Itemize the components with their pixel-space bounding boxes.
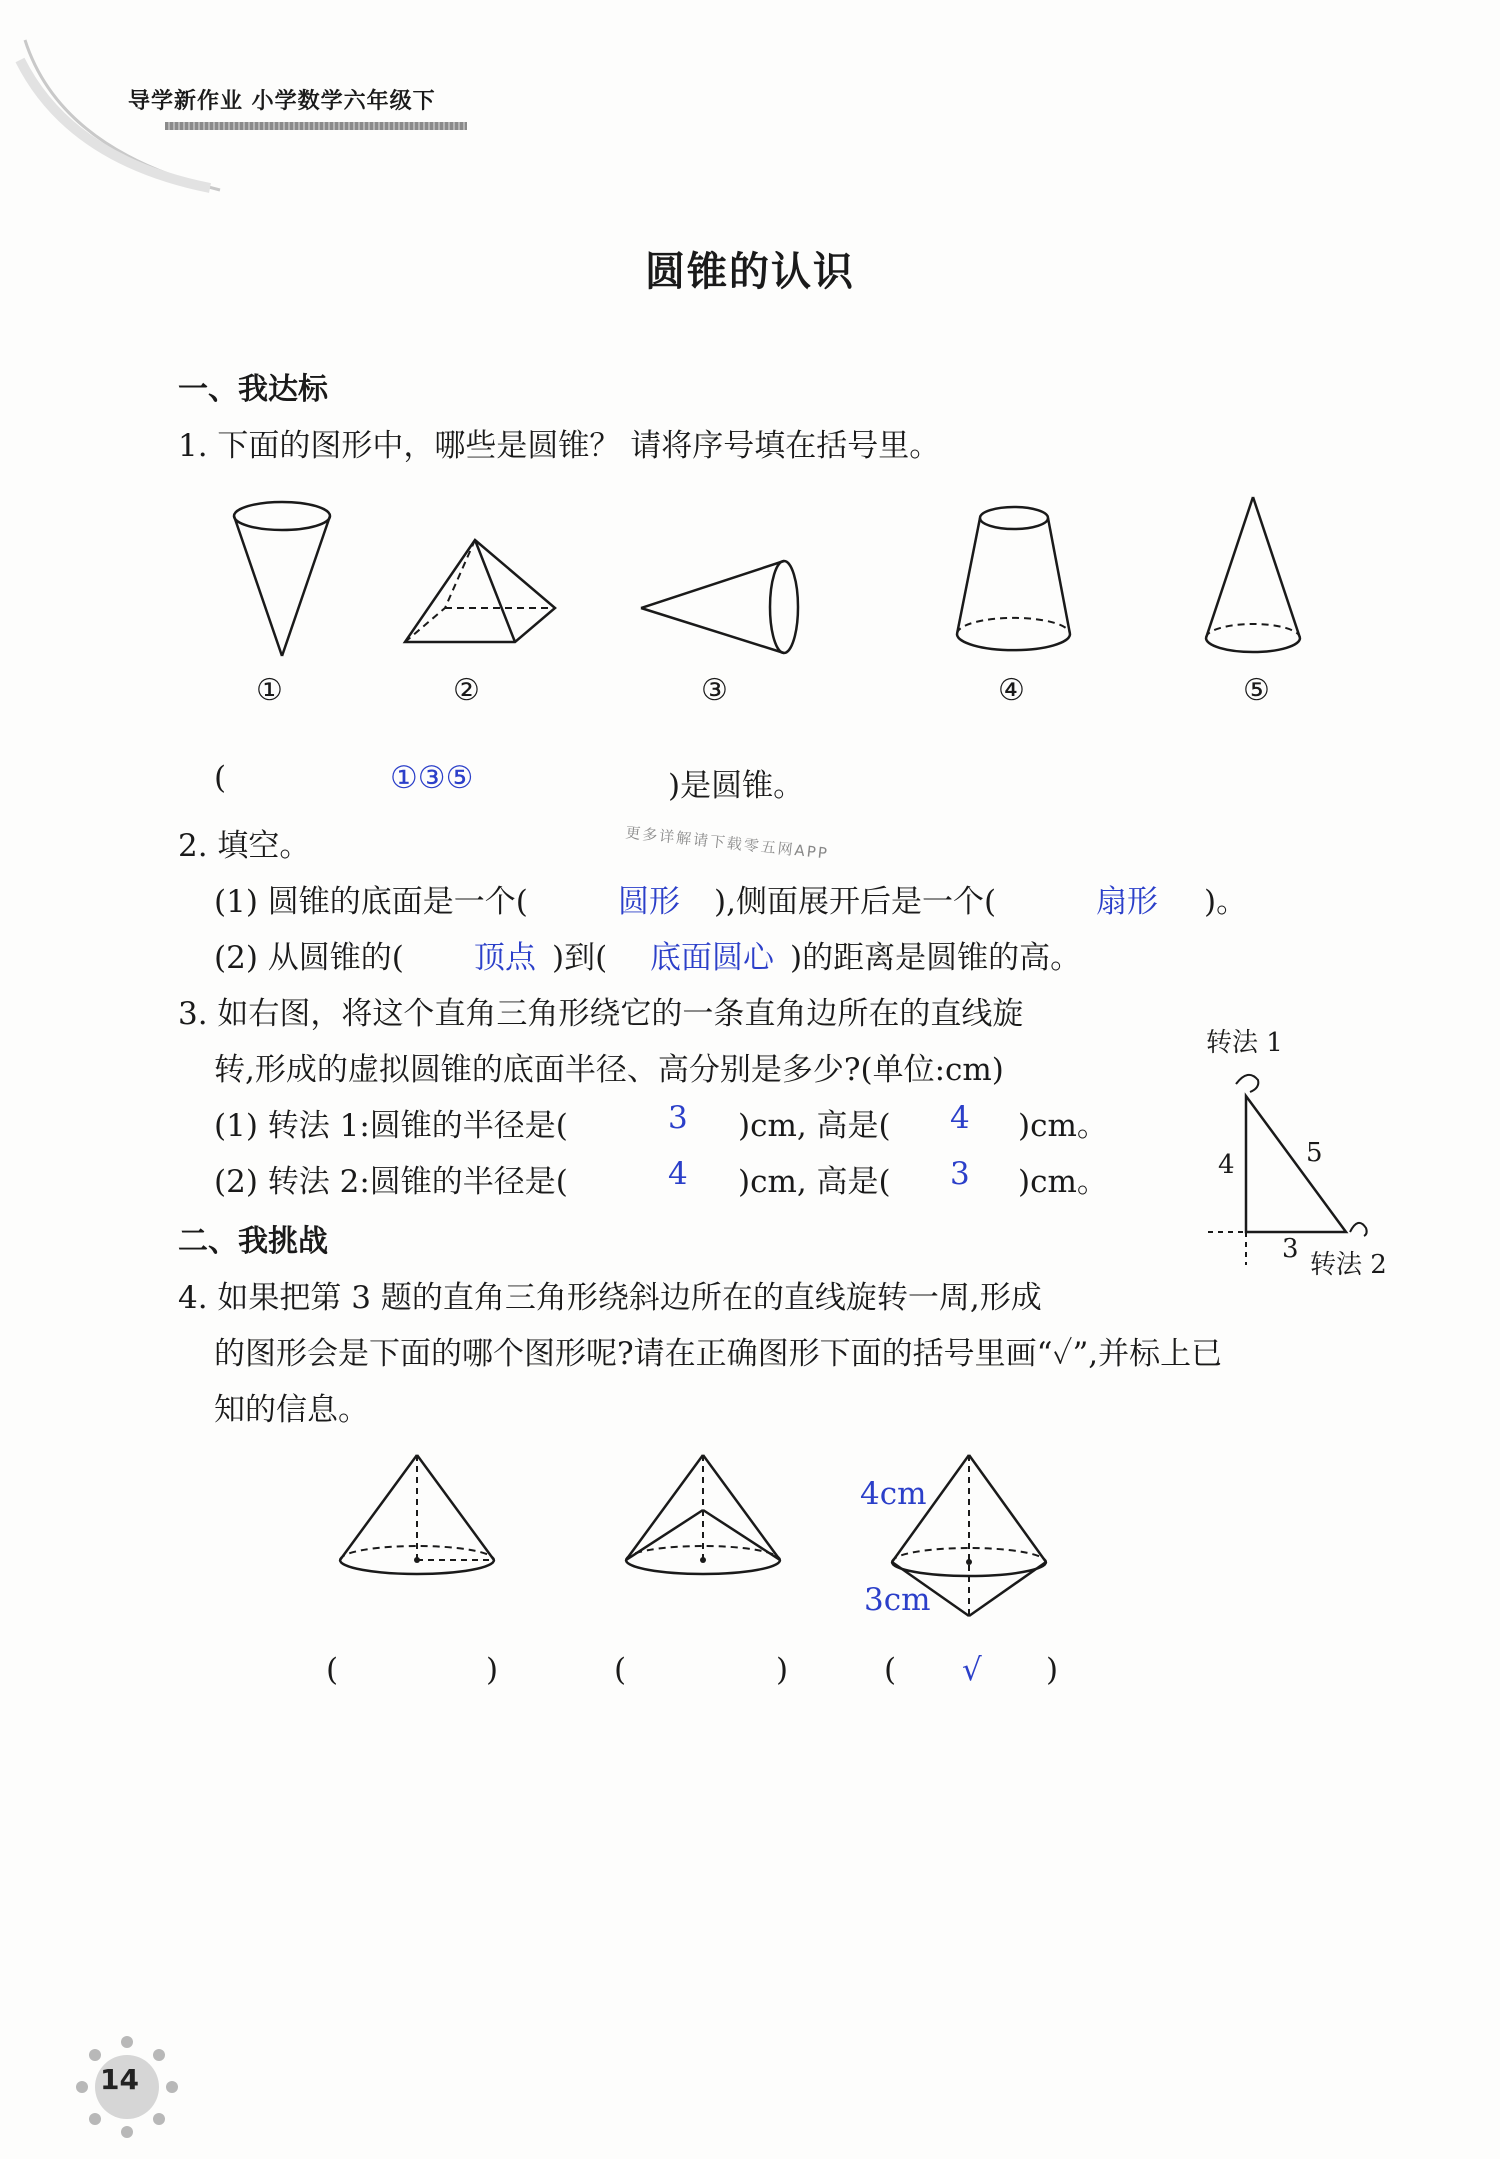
figure-label-3: ③ bbox=[701, 673, 728, 708]
shape-cone bbox=[1198, 492, 1318, 672]
header-divider bbox=[165, 122, 467, 130]
q3-part2-height: 3 bbox=[950, 1156, 970, 1192]
option-b-close: ) bbox=[776, 1652, 789, 1688]
shape-pyramid bbox=[395, 530, 565, 680]
option-b-open: ( bbox=[614, 1652, 627, 1688]
figure-label-2: ② bbox=[453, 673, 480, 708]
shape-sideways-cone bbox=[636, 556, 816, 676]
option-c-bottom-label: 3cm bbox=[864, 1582, 931, 1618]
q3-part1-radius: 3 bbox=[668, 1100, 688, 1136]
q3-part2-c: )cm。 bbox=[1018, 1164, 1108, 1200]
option-c-top-label: 4cm bbox=[860, 1476, 927, 1512]
shape-inverted-cone bbox=[222, 496, 342, 676]
rotation-1-label: 转法 1 bbox=[1206, 1028, 1283, 1058]
q2-line2-c: )的距离是圆锥的高。 bbox=[790, 940, 1082, 976]
figure-label-4: ④ bbox=[998, 673, 1025, 708]
option-b-nested-cone bbox=[618, 1450, 798, 1600]
question-3-line1: 3. 如右图，将这个直角三角形绕它的一条直角边所在的直线旋 bbox=[178, 996, 1024, 1032]
question-4-line1: 4. 如果把第 3 题的直角三角形绕斜边所在的直线旋转一周,形成 bbox=[178, 1280, 1042, 1316]
q3-part1-c: )cm。 bbox=[1018, 1108, 1108, 1144]
rotation-2-label: 转法 2 bbox=[1310, 1250, 1387, 1280]
page-number: 14 bbox=[100, 2063, 139, 2096]
page-title: 圆锥的认识 bbox=[645, 249, 855, 295]
option-c-close: ) bbox=[1046, 1652, 1059, 1688]
question-4-line2: 的图形会是下面的哪个图形呢?请在正确图形下面的括号里画“✓”,并标上已 bbox=[214, 1336, 1223, 1372]
q3-part1-height: 4 bbox=[950, 1100, 970, 1136]
q2-answer-circle: 圆形 bbox=[618, 884, 680, 920]
side-c-label: 5 bbox=[1306, 1138, 1323, 1168]
question-2-text: 2. 填空。 bbox=[178, 828, 311, 864]
shape-frustum bbox=[952, 500, 1092, 670]
section-heading-1: 一、我达标 bbox=[178, 372, 328, 407]
q2-answer-sector: 扇形 bbox=[1096, 884, 1158, 920]
q3-part1-b: )cm, 高是( bbox=[738, 1108, 891, 1144]
option-a-open: ( bbox=[326, 1652, 339, 1688]
question-4-line3: 知的信息。 bbox=[214, 1392, 369, 1428]
q1-answer-open: ( bbox=[214, 760, 227, 796]
side-a-label: 4 bbox=[1218, 1150, 1235, 1180]
q2-answer-apex: 顶点 bbox=[474, 940, 536, 976]
q2-answer-base-center: 底面圆心 bbox=[650, 940, 774, 976]
q3-part2-b: )cm, 高是( bbox=[738, 1164, 891, 1200]
option-c-open: ( bbox=[884, 1652, 897, 1688]
q3-part1-a: (1) 转法 1:圆锥的半径是( bbox=[214, 1108, 568, 1144]
watermark: 更多详解请下载零五网APP bbox=[624, 823, 830, 863]
option-c-checkmark: √ bbox=[962, 1652, 982, 1688]
option-a-cone bbox=[332, 1450, 512, 1600]
q2-line1-c: )。 bbox=[1204, 884, 1248, 920]
q1-answer: ①③⑤ bbox=[390, 760, 474, 796]
q1-answer-close: )是圆锥。 bbox=[668, 768, 805, 804]
figure-label-5: ⑤ bbox=[1243, 673, 1270, 708]
q2-line1-a: (1) 圆锥的底面是一个( bbox=[214, 884, 528, 920]
question-1-text: 1. 下面的图形中，哪些是圆锥？ 请将序号填在括号里。 bbox=[178, 428, 941, 464]
option-a-close: ) bbox=[486, 1652, 499, 1688]
q2-line2-b: )到( bbox=[552, 940, 608, 976]
q3-part2-a: (2) 转法 2:圆锥的半径是( bbox=[214, 1164, 568, 1200]
q2-line2-a: (2) 从圆锥的( bbox=[214, 940, 404, 976]
figure-label-1: ① bbox=[256, 673, 283, 708]
section-heading-2: 二、我挑战 bbox=[178, 1224, 328, 1259]
side-b-label: 3 bbox=[1282, 1234, 1299, 1264]
q2-line1-b: ),侧面展开后是一个( bbox=[714, 884, 997, 920]
question-3-line2: 转,形成的虚拟圆锥的底面半径、高分别是多少?(单位:cm) bbox=[214, 1052, 1004, 1088]
q3-part2-radius: 4 bbox=[668, 1156, 688, 1192]
header-title: 导学新作业 小学数学六年级下 bbox=[128, 89, 436, 114]
